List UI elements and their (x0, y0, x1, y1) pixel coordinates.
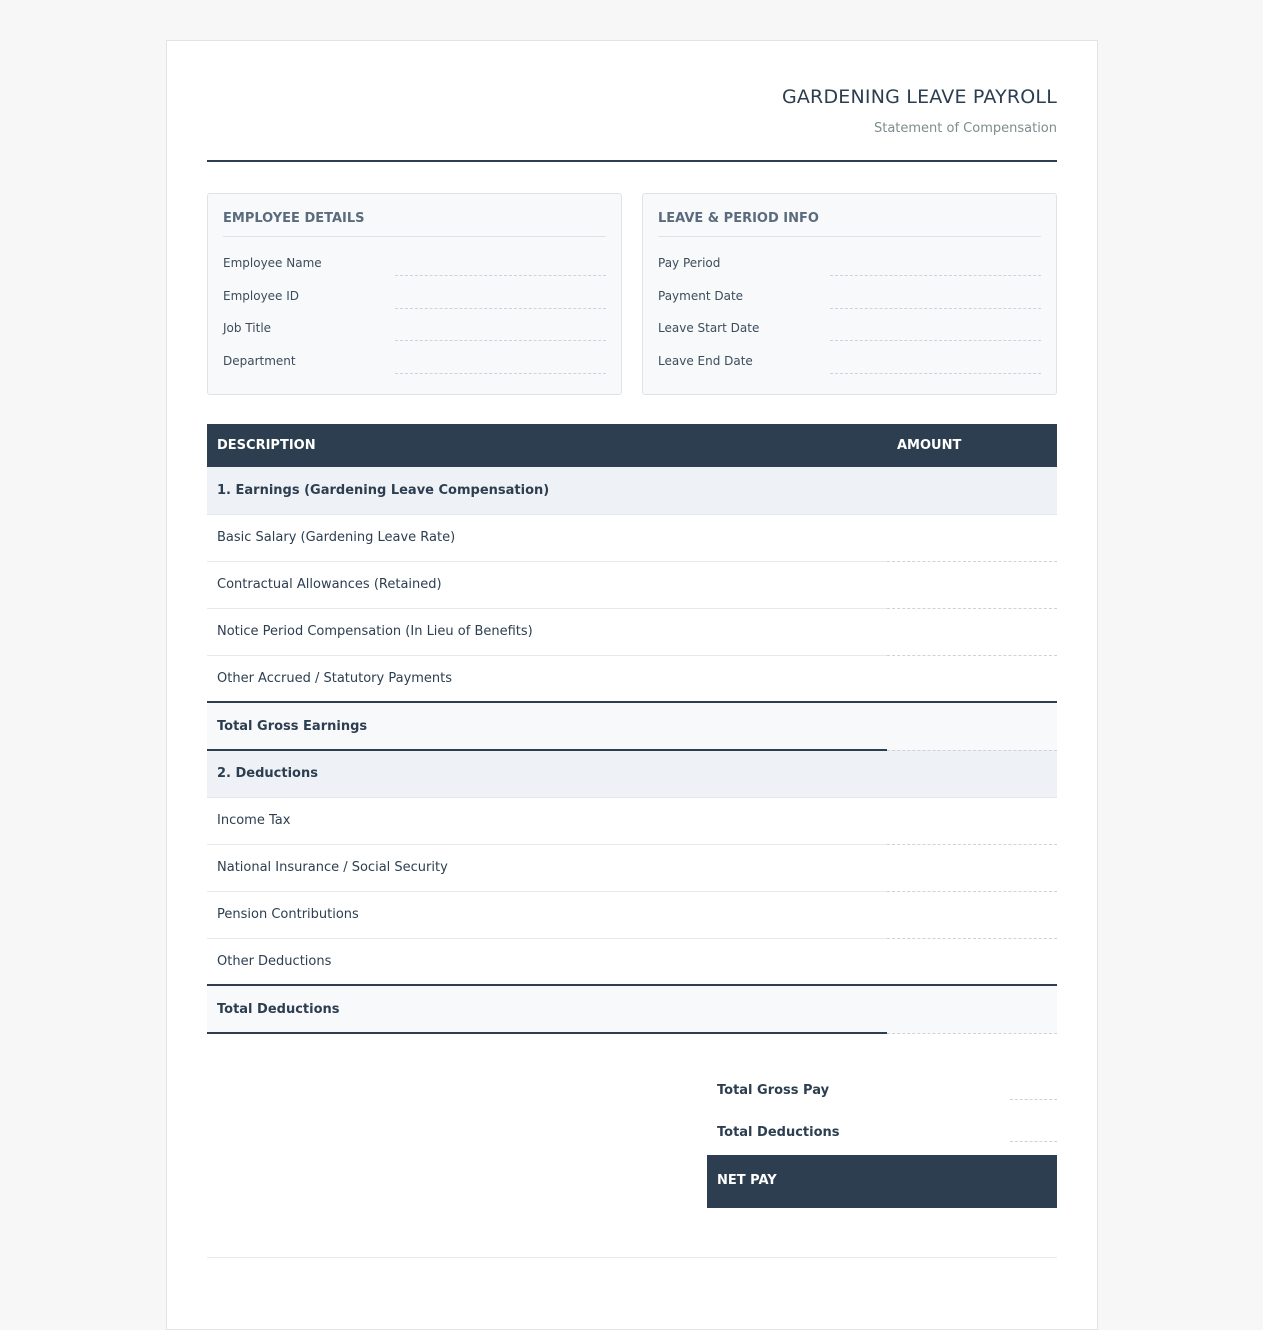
employee-name-field (223, 256, 606, 280)
table-row (207, 797, 1057, 844)
amount-column-header: AMOUNT (887, 424, 1057, 467)
table-header-row (207, 424, 1057, 467)
employee-id-field (223, 289, 606, 313)
leave-start-date-label: Leave Start Date (658, 321, 760, 335)
other-deductions-label: Other Deductions (207, 938, 887, 985)
employee-id-input[interactable] (395, 289, 606, 309)
deductions-section-row (207, 750, 1057, 797)
total-gross-earnings-row (207, 702, 1057, 750)
payment-date-input[interactable] (830, 289, 1041, 309)
summary-gross-label: Total Gross Pay (717, 1083, 830, 1098)
other-deductions-amount[interactable] (887, 938, 1057, 985)
employee-id-label: Employee ID (223, 289, 300, 303)
employee-details-box (207, 193, 622, 395)
total-gross-earnings-amount[interactable] (887, 702, 1057, 750)
leave-period-box (642, 193, 1057, 395)
allowances-amount[interactable] (887, 561, 1057, 608)
notice-period-label: Notice Period Compensation (In Lieu of Benefits) (207, 608, 887, 655)
leave-period-heading: LEAVE & PERIOD INFO (658, 211, 1041, 237)
summary-deductions-value[interactable] (1010, 1121, 1057, 1142)
notice-period-amount[interactable] (887, 608, 1057, 655)
payment-date-field (658, 289, 1041, 313)
leave-start-date-input[interactable] (830, 321, 1041, 341)
net-pay-row (707, 1155, 1057, 1208)
pay-period-field (658, 256, 1041, 280)
income-tax-amount[interactable] (887, 797, 1057, 844)
footer-divider (207, 1257, 1057, 1258)
department-input[interactable] (395, 354, 606, 374)
payment-date-label: Payment Date (658, 289, 744, 303)
document-subtitle: Statement of Compensation (873, 121, 1057, 136)
pay-period-input[interactable] (830, 256, 1041, 276)
other-accrued-label: Other Accrued / Statutory Payments (207, 655, 887, 702)
table-row (207, 514, 1057, 561)
table-row (207, 891, 1057, 938)
table-row (207, 655, 1057, 702)
table-row (207, 938, 1057, 985)
other-accrued-amount[interactable] (887, 655, 1057, 702)
summary-gross-row (707, 1071, 1057, 1113)
basic-salary-amount[interactable] (887, 514, 1057, 561)
payroll-table (207, 424, 1057, 1034)
leave-end-date-field (658, 354, 1041, 378)
basic-salary-label: Basic Salary (Gardening Leave Rate) (207, 514, 887, 561)
total-gross-earnings-label: Total Gross Earnings (207, 702, 887, 750)
leave-end-date-label: Leave End Date (658, 354, 753, 368)
total-deductions-amount[interactable] (887, 985, 1057, 1033)
total-deductions-row (207, 985, 1057, 1033)
job-title-field (223, 321, 606, 345)
document-title: GARDENING LEAVE PAYROLL (781, 86, 1057, 108)
net-pay-label: NET PAY (717, 1173, 777, 1188)
table-row (207, 844, 1057, 891)
job-title-input[interactable] (395, 321, 606, 341)
total-deductions-label: Total Deductions (207, 985, 887, 1033)
leave-start-date-field (658, 321, 1041, 345)
department-field (223, 354, 606, 378)
deductions-section-heading: 2. Deductions (207, 750, 887, 797)
leave-end-date-input[interactable] (830, 354, 1041, 374)
income-tax-label: Income Tax (207, 797, 887, 844)
summary-gross-value[interactable] (1010, 1079, 1057, 1100)
department-label: Department (223, 354, 296, 368)
allowances-label: Contractual Allowances (Retained) (207, 561, 887, 608)
summary-deductions-label: Total Deductions (717, 1125, 840, 1140)
earnings-section-heading: 1. Earnings (Gardening Leave Compensation) (207, 467, 887, 514)
pay-period-label: Pay Period (658, 256, 721, 270)
pension-label: Pension Contributions (207, 891, 887, 938)
earnings-section-row (207, 467, 1057, 514)
description-column-header: DESCRIPTION (207, 424, 887, 467)
national-insurance-label: National Insurance / Social Security (207, 844, 887, 891)
employee-name-input[interactable] (395, 256, 606, 276)
payroll-page (166, 40, 1098, 1330)
job-title-label: Job Title (223, 321, 272, 335)
employee-name-label: Employee Name (223, 256, 322, 270)
national-insurance-amount[interactable] (887, 844, 1057, 891)
pension-amount[interactable] (887, 891, 1057, 938)
table-row (207, 561, 1057, 608)
document-header (207, 41, 1057, 162)
summary-deductions-row (707, 1113, 1057, 1155)
pay-summary (707, 1071, 1057, 1208)
employee-details-heading: EMPLOYEE DETAILS (223, 211, 606, 237)
table-row (207, 608, 1057, 655)
